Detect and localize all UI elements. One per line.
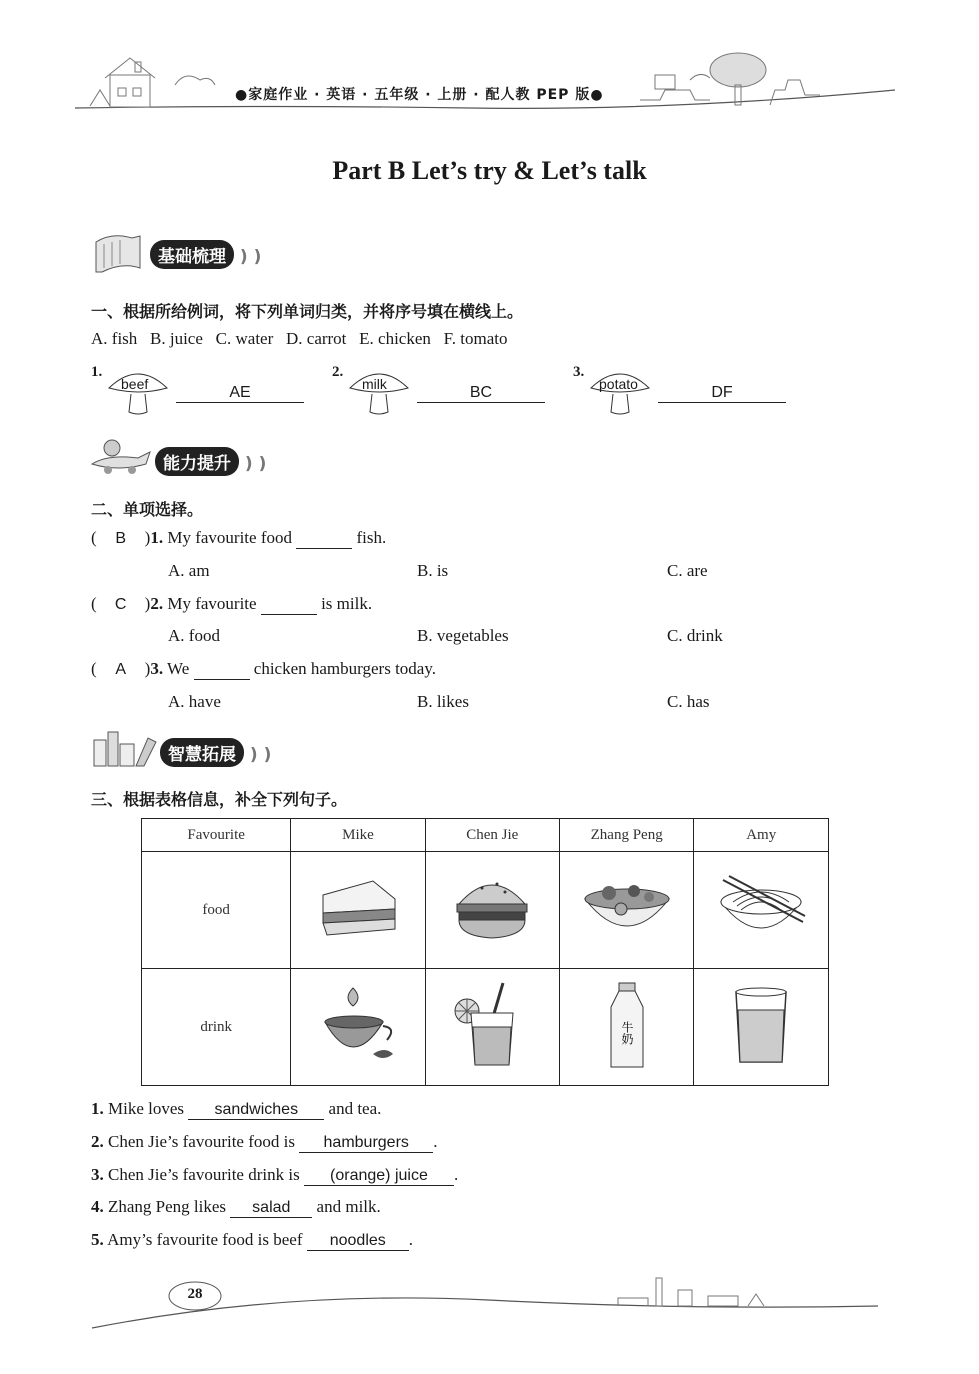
table-row-label: drink [142, 969, 291, 1086]
plane-icon [88, 432, 154, 476]
q1-answer-3[interactable]: DF [658, 384, 786, 403]
q3-sentence-1: 1. Mike loves sandwiches and tea. [91, 1099, 382, 1118]
water-glass-icon [726, 982, 796, 1068]
table-header: Mike [291, 819, 425, 852]
q2-instruction: 二、单项选择。 [91, 500, 204, 519]
juice-icon [447, 977, 537, 1073]
q2-option[interactable]: C. has [667, 692, 710, 711]
salad-icon [579, 873, 675, 943]
q2-option[interactable]: B. vegetables [417, 626, 509, 645]
page-number: 28 [187, 1286, 203, 1302]
section-title-ability: 能力提升 ) ) [155, 447, 266, 476]
q3-answer-5[interactable]: noodles [307, 1232, 409, 1251]
q3-answer-4[interactable]: salad [230, 1199, 312, 1218]
q1-answer-1[interactable]: AE [176, 384, 304, 403]
q3-answer-3[interactable]: (orange) juice [304, 1167, 454, 1186]
q2-answer-1[interactable]: B [115, 530, 126, 547]
q1-options: A. fish B. juice C. water D. carrot E. chicken F. tomato [91, 329, 508, 348]
table-header: Favourite [142, 819, 291, 852]
q3-sentence-2: 2. Chen Jie’s favourite food is hamburgers . [91, 1132, 438, 1151]
q2-option[interactable]: A. am [168, 561, 210, 580]
q1-item-1: 1. beef AE [91, 362, 311, 418]
table-header: Zhang Peng [559, 819, 694, 852]
q2-option[interactable]: B. likes [417, 692, 469, 711]
q1-answer-2[interactable]: BC [417, 384, 545, 403]
q2-item-3: ( A )3. We chicken hamburgers today. [91, 659, 436, 678]
q3-answer-2[interactable]: hamburgers [299, 1134, 433, 1153]
book-icon [92, 228, 152, 276]
q3-sentence-3: 3. Chen Jie’s favourite drink is (orange) juice . [91, 1165, 459, 1184]
table-header: Chen Jie [425, 819, 559, 852]
q3-sentence-5: 5. Amy’s favourite food is beef noodles . [91, 1230, 414, 1249]
q2-item-2: ( C )2. My favourite is milk. [91, 594, 373, 613]
milk-label: 牛奶 [619, 1020, 634, 1045]
page-title: Part B Let’s try & Let’s talk [332, 156, 647, 185]
q2-item-1: ( B )1. My favourite food fish. [91, 528, 387, 547]
milk-bottle-icon [597, 977, 657, 1073]
q1-item-3: 3. potato DF [573, 362, 793, 418]
q3-answer-1[interactable]: sandwiches [188, 1101, 324, 1120]
favourite-table [141, 818, 829, 1086]
q2-option[interactable]: B. is [417, 561, 449, 580]
q2-option[interactable]: C. drink [667, 626, 723, 645]
header-text: ●家庭作业 · 英语 · 五年级 · 上册 · 配人教 PEP 版● [235, 87, 604, 103]
q1-instruction: 一、根据所给例词，将下列单词归类，并将序号填在横线上。 [91, 302, 524, 321]
q2-option[interactable]: C. are [667, 561, 708, 580]
q2-answer-3[interactable]: A [115, 661, 126, 678]
sandwich-icon [313, 873, 403, 943]
table-row-label: food [142, 852, 291, 969]
table-header: Amy [694, 819, 829, 852]
tea-icon [313, 982, 403, 1068]
section-title-wisdom: 智慧拓展 ) ) [160, 738, 271, 767]
q2-option[interactable]: A. have [168, 692, 221, 711]
noodles-icon [713, 872, 809, 944]
q1-item-2: 2. milk BC [332, 362, 552, 418]
q3-instruction: 三、根据表格信息，补全下列句子。 [91, 790, 348, 809]
q2-option[interactable]: A. food [168, 626, 220, 645]
books-icon [90, 726, 160, 770]
hamburger-icon [447, 870, 537, 946]
q3-sentence-4: 4. Zhang Peng likes salad and milk. [91, 1197, 381, 1216]
section-title-basics: 基础梳理 ) ) [150, 240, 261, 269]
q2-answer-2[interactable]: C [114, 596, 127, 613]
